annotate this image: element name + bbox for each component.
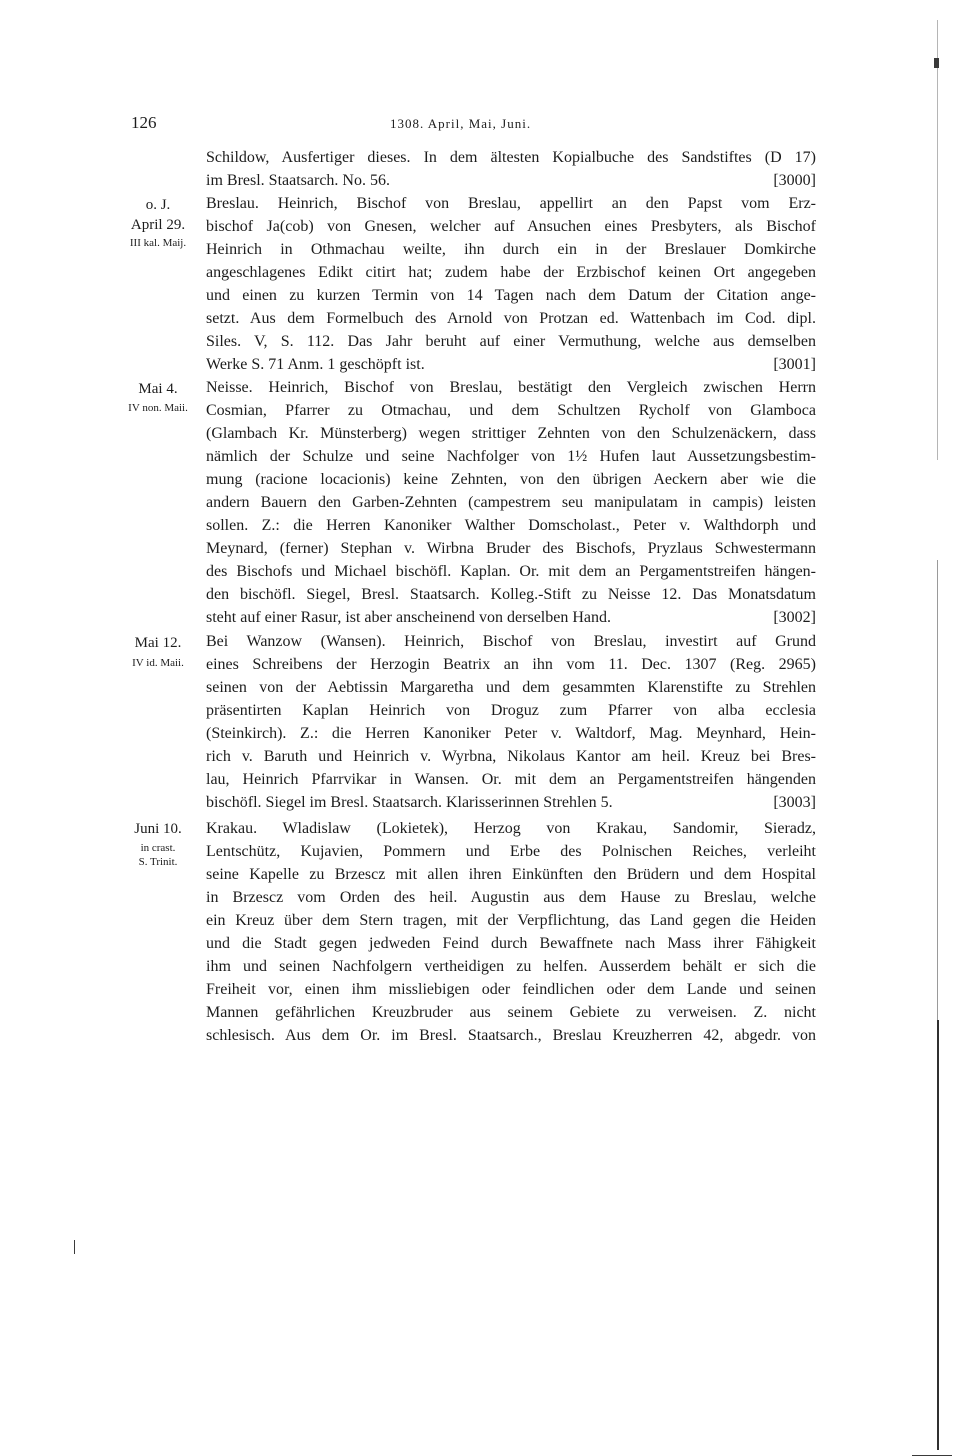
margin-note-3002-sub: IV non. Maii. [128,402,188,414]
margin-note-3004-sub2: S. Trinit. [138,856,178,868]
text-line: Schildow, Ausfertiger dieses. In dem ältesten Kopialbuche des Sandstiftes (D 17) [206,149,816,166]
text-line: Meynard, (ferner) Stephan v. Wirbna Bruder des Bischofs, Pryzlaus Schwestermann [206,540,816,557]
text-line: rich v. Baruth und Heinrich v. Wyrbna, Nikolaus Kantor am heil. Kreuz bei Bres- [206,748,816,765]
text-line-content: bischöfl. Siegel im Bresl. Staatsarch. Klarisserinnen Strehlen 5. [206,794,613,811]
text-line: (Steinkirch). Z.: die Herren Kanoniker Peter v. Waltdorf, Mag. Meynhard, Hein- [206,725,816,742]
text-line: (Glambach Kr. Münsterberg) wegen strittiger Zehnten von den Schulzenäckern, dass [206,425,816,442]
scan-edge-line [937,1020,939,1450]
text-line: bischof Ja(cob) von Gnesen, welcher auf Ansuchen eines Presbyters, als Bischof [206,218,816,235]
page-number: 126 [131,113,157,132]
margin-note-3001-sub: III kal. Maij. [129,237,187,249]
margin-note-3000: o. J. [145,197,171,213]
text-line: Freiheit vor, einen ihm missliebigen oder feindlichen oder dem Lande und seinen [206,981,816,998]
text-line: setzt. Aus dem Formelbuch des Arnold von Protzan ed. Wattenbach im Cod. dipl. [206,310,816,327]
text-line-content: im Bresl. Staatsarch. No. 56. [206,172,390,189]
text-line: angeschlagenes Edikt citirt hat; zudem habe der Erzbischof keinen Ort angegeben [206,264,816,281]
text-line: mung (racione locacionis) keine Zehnten, von den übrigen Aeckern aber wie die [206,471,816,488]
text-line: Cosmian, Pfarrer zu Otmachau, und dem Schultzen Rycholf von Glamboca [206,402,816,419]
text-line: sollen. Z.: die Herren Kanoniker Walther Domscholast., Peter v. Walthdorph und [206,517,816,534]
text-line: Siles. V, S. 112. Das Jahr beruht auf einer Vermuthung, welche aus demselben [206,333,816,350]
margin-note-3004-date: Juni 10. [134,821,182,837]
text-line [206,169,816,192]
scan-edge-line [937,560,938,1020]
margin-note-3004-sub1: in crast. [140,842,176,854]
text-line: ein Kreuz über dem Stern tragen, mit der Verpflichtung, das Land gegen die Heiden [206,912,816,929]
text-line: des Bischofs und Michael bischöfl. Kaplan. Or. mit dem an Pergamentstreifen hängen- [206,563,816,580]
text-line: seine Kapelle zu Brzescz mit allen ihren Einkünften den Brüdern und dem Hospital [206,866,816,883]
text-line: Krakau. Wladislaw (Lokietek), Herzog von Krakau, Sandomir, Sieradz, [206,820,816,837]
document-reference-3000: [3000] [773,172,816,189]
text-line [206,791,816,814]
text-line: andern Bauern den Garben-Zehnten (campestrem seu manipulatam in campis) leisten [206,494,816,511]
text-line-content: steht auf einer Rasur, ist aber anscheinend von derselben Hand. [206,609,611,626]
text-line: Mannen gefährlichen Kreuzbruder aus seinem Gebiete zu verweisen. Z. nicht [206,1004,816,1021]
text-line: nämlich der Schulze und seine Nachfolger von 1½ Hufen laut Aussetzungsbestim- [206,448,816,465]
document-reference-3003: [3003] [773,794,816,811]
text-line: den bischöfl. Siegel, Bresl. Staatsarch. Kolleg.-Stift zu Neisse 12. Das Monatsdatum [206,586,816,603]
scan-margin-mark [74,1240,75,1254]
text-line: Heinrich in Othmachau weilte, ihn durch ein in der Breslauer Domkirche [206,241,816,258]
document-reference-3001: [3001] [773,356,816,373]
text-line: eines Schreibens der Herzogin Beatrix an ihn vom 11. Dec. 1307 (Reg. 2965) [206,656,816,673]
text-line: ihm und seinen Nachfolgern vertheidigen zu helfen. Ausserdem behält er sich die [206,958,816,975]
document-reference-3002: [3002] [773,609,816,626]
margin-note-3002-date: Mai 4. [138,381,178,397]
text-line-content: Werke S. 71 Anm. 1 geschöpft ist. [206,356,425,373]
text-line: in Brzescz vom Orden des heil. Augustin aus dem Hause zu Breslau, welche [206,889,816,906]
running-head: 1308. April, Mai, Juni. [390,116,532,131]
scan-edge-line [937,20,938,460]
text-line: Lentschütz, Kujavien, Pommern und Erbe des Polnischen Reiches, verleiht [206,843,816,860]
text-line: schlesisch. Aus dem Or. im Bresl. Staatsarch., Breslau Kreuzherren 42, abgedr. von [206,1027,816,1044]
text-line: lau, Heinrich Pfarrvikar in Wansen. Or. mit dem an Pergamentstreifen hängenden [206,771,816,788]
text-line: seinen von der Aebtissin Margaretha und dem gesammten Klarenstifte zu Strehlen [206,679,816,696]
margin-note-3001-date: April 29. [130,217,186,233]
text-line: Bei Wanzow (Wansen). Heinrich, Bischof von Breslau, investirt auf Grund [206,633,816,650]
text-line: präsentirten Kaplan Heinrich von Droguz zum Pfarrer von alba ecclesia [206,702,816,719]
scan-edge-mark [934,58,939,68]
text-line: Breslau. Heinrich, Bischof von Breslau, appellirt an den Papst vom Erz- [206,195,816,212]
text-line: Neisse. Heinrich, Bischof von Breslau, bestätigt den Vergleich zwischen Herrn [206,379,816,396]
text-line: und einen zu kurzen Termin von 14 Tagen nach dem Datum der Citation ange- [206,287,816,304]
text-line [206,353,816,376]
margin-note-3003-sub: IV id. Maii. [132,657,184,669]
text-line [206,606,816,629]
text-line: und die Stadt gegen jedweden Feind durch Bewaffnete nach Mass ihrer Fähigkeit [206,935,816,952]
margin-note-3003-date: Mai 12. [134,635,182,651]
